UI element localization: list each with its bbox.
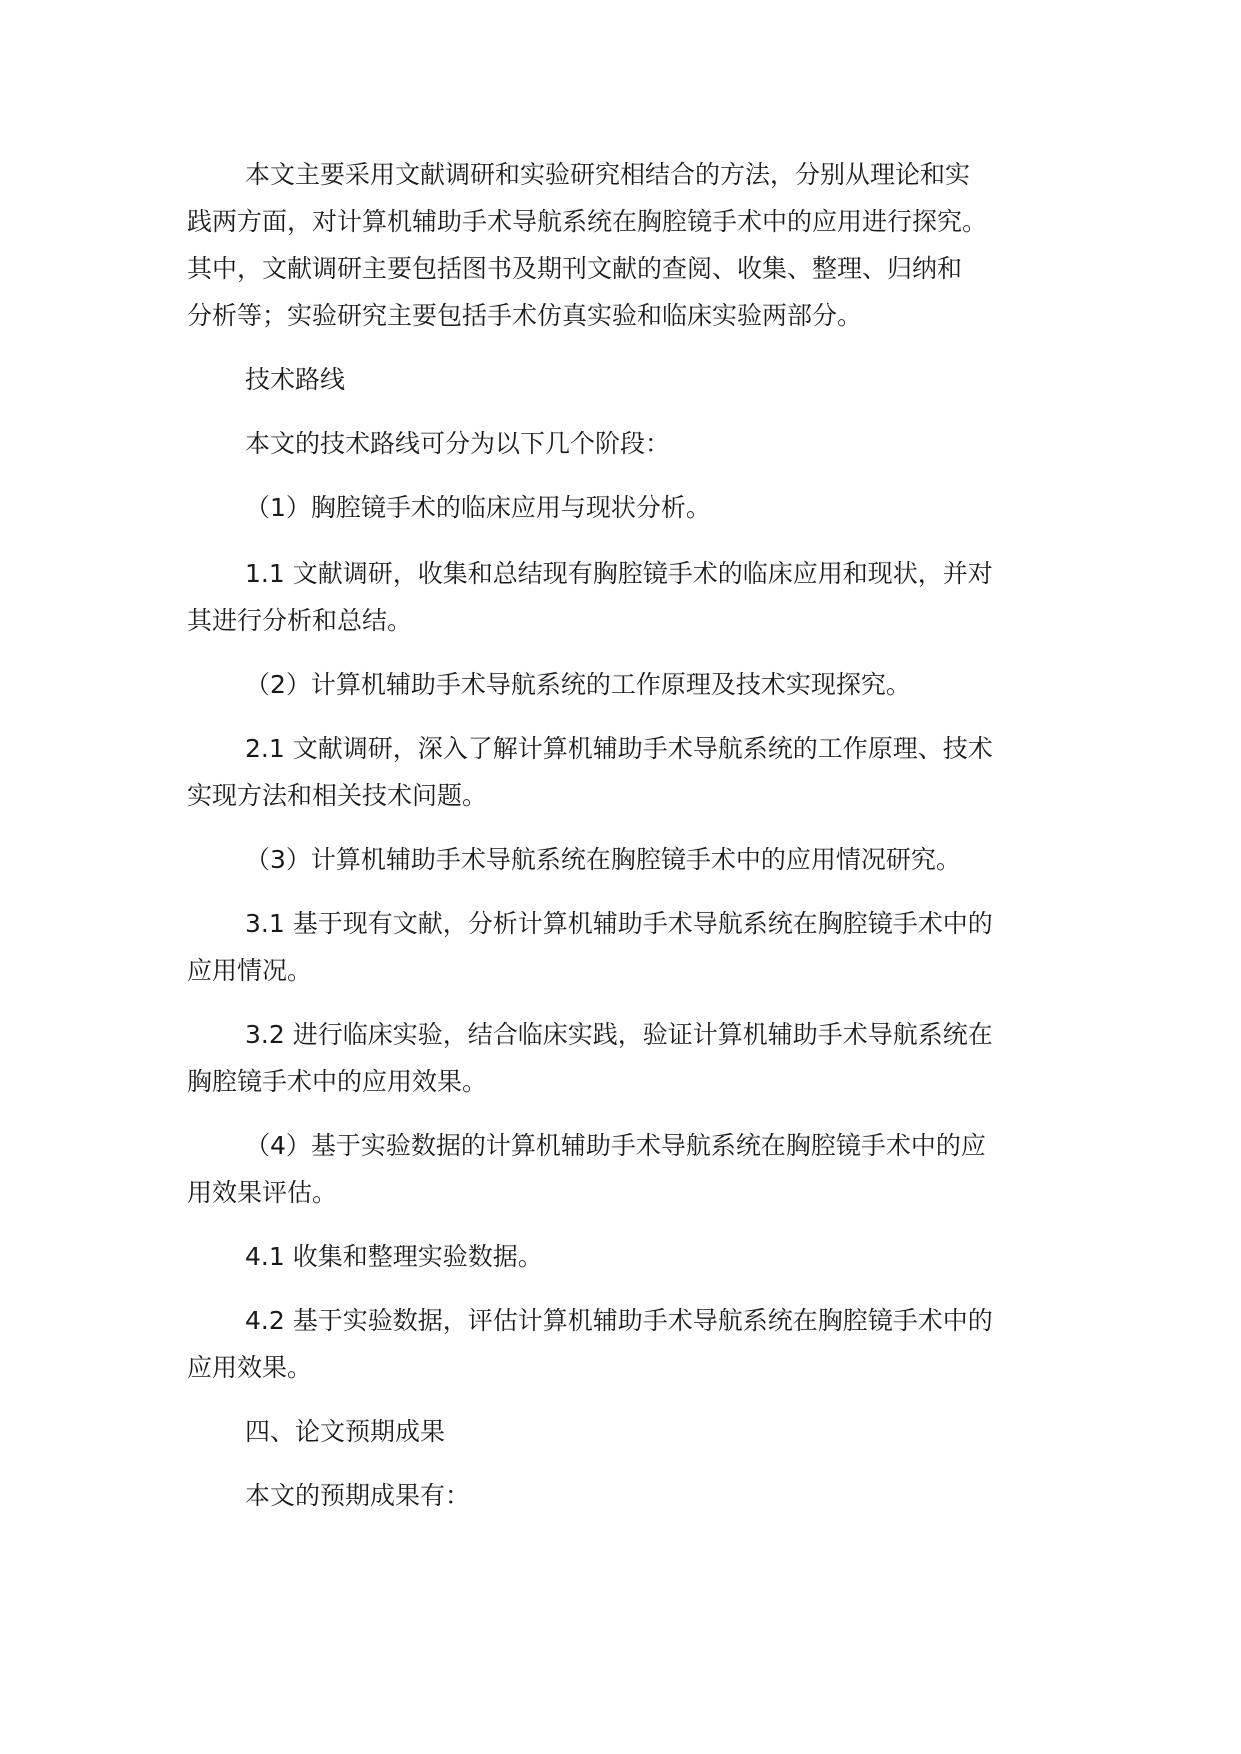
text-line: 应用情况。 bbox=[187, 956, 313, 985]
paragraph-stages-intro: 本文的技术路线可分为以下几个阶段： bbox=[245, 429, 671, 458]
text-line: （4）基于实验数据的计算机辅助手术导航系统在胸腔镜手术中的应 bbox=[245, 1131, 986, 1160]
text-line: 3.1 基于现有文献，分析计算机辅助手术导航系统在胸腔镜手术中的 bbox=[245, 909, 993, 938]
text-line: 其进行分析和总结。 bbox=[187, 606, 413, 635]
text-line: 3.2 进行临床实验，结合临床实践，验证计算机辅助手术导航系统在 bbox=[245, 1020, 993, 1049]
text-line: 践两方面，对计算机辅助手术导航系统在胸腔镜手术中的应用进行探究。 bbox=[187, 207, 988, 236]
stage-heading-1: （1）胸腔镜手术的临床应用与现状分析。 bbox=[245, 493, 711, 522]
stage-heading-3: （3）计算机辅助手术导航系统在胸腔镜手术中的应用情况研究。 bbox=[245, 845, 961, 874]
text-line: 4.2 基于实验数据，评估计算机辅助手术导航系统在胸腔镜手术中的 bbox=[245, 1306, 993, 1335]
text-line: 1.1 文献调研，收集和总结现有胸腔镜手术的临床应用和现状，并对 bbox=[245, 559, 993, 588]
stage-heading-2: （2）计算机辅助手术导航系统的工作原理及技术实现探究。 bbox=[245, 670, 911, 699]
text-line: 应用效果。 bbox=[187, 1353, 313, 1382]
text-line: 分析等；实验研究主要包括手术仿真实验和临床实验两部分。 bbox=[187, 301, 863, 330]
text-line: 实现方法和相关技术问题。 bbox=[187, 781, 488, 810]
text-line: 用效果评估。 bbox=[187, 1178, 338, 1207]
text-line: 胸腔镜手术中的应用效果。 bbox=[187, 1067, 488, 1096]
text-line: 本文主要采用文献调研和实验研究相结合的方法，分别从理论和实 bbox=[245, 160, 971, 189]
text-line: 其中，文献调研主要包括图书及期刊文献的查阅、收集、整理、归纳和 bbox=[187, 254, 963, 283]
section-heading-expected-results: 四、论文预期成果 bbox=[245, 1417, 446, 1446]
paragraph-expected-results-intro: 本文的预期成果有： bbox=[245, 1481, 471, 1510]
text-line: 2.1 文献调研，深入了解计算机辅助手术导航系统的工作原理、技术 bbox=[245, 734, 993, 763]
step-4-1: 4.1 收集和整理实验数据。 bbox=[245, 1242, 543, 1271]
section-heading-technical-route: 技术路线 bbox=[245, 365, 346, 394]
